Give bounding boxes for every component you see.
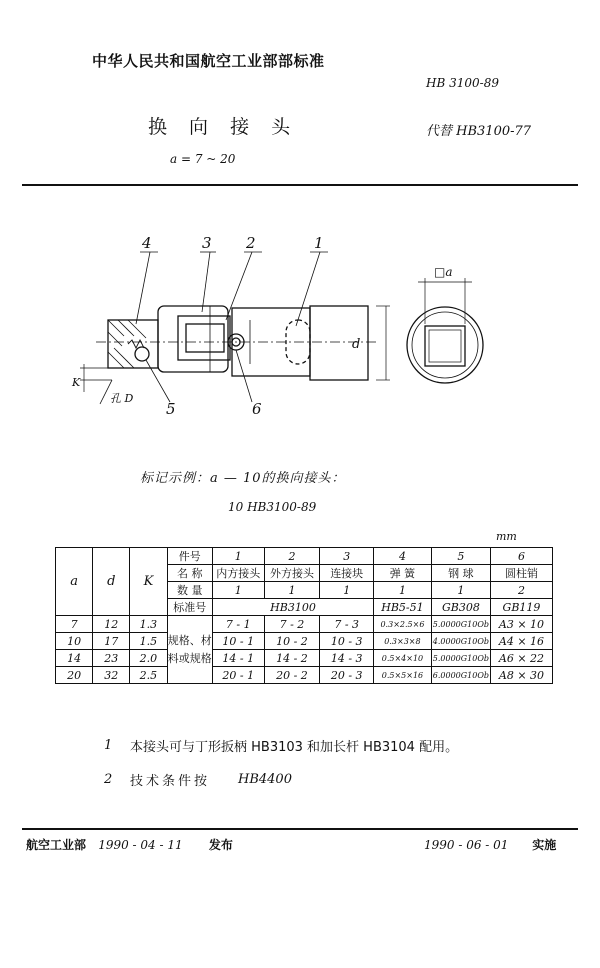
issuer: 航空工业部	[26, 838, 87, 852]
standard-number: HB 3100-89	[426, 76, 499, 90]
name-1: 内方接头	[212, 565, 264, 582]
row-label-part-no: 件号	[167, 548, 212, 565]
cell-c3: 20 - 3	[320, 667, 374, 684]
cell-c1: 20 - 1	[212, 667, 264, 684]
cell-c5: 4.0000G10Ob	[431, 633, 490, 650]
qty-1: 1	[212, 582, 264, 599]
cell-c2: 7 - 2	[264, 616, 320, 633]
hole-label: 孔 D	[110, 392, 134, 405]
cell-a: 10	[56, 633, 93, 650]
cell-c4: 0.5×4×10	[374, 650, 432, 667]
callout-4: 4	[142, 234, 152, 252]
cell-c6: A6 × 22	[490, 650, 552, 667]
cell-c3: 14 - 3	[320, 650, 374, 667]
part-no-6: 6	[490, 548, 552, 565]
col-header-a: a	[56, 548, 93, 616]
cell-c2: 14 - 2	[264, 650, 320, 667]
footer-issue	[26, 836, 233, 853]
cell-c1: 14 - 1	[212, 650, 264, 667]
header-divider	[22, 184, 578, 186]
name-5: 钢 球	[431, 565, 490, 582]
cell-c4: 0.3×2.5×6	[374, 616, 432, 633]
ball-shape	[135, 347, 149, 361]
standard-title: 中华人民共和国航空工业部部标准	[92, 52, 325, 70]
col-header-k: K	[130, 548, 167, 616]
cell-c1: 10 - 1	[212, 633, 264, 650]
dim-d-label: d	[352, 337, 361, 352]
note-1-text: 本接头可与丁形扳柄 HB3103 和加长杆 HB3104 配用。	[130, 740, 459, 755]
row-label-name: 名 称	[167, 565, 212, 582]
spec-table	[55, 547, 553, 684]
cell-c4: 0.5×5×16	[374, 667, 432, 684]
callout-6: 6	[252, 400, 262, 418]
footer-effective	[424, 836, 556, 853]
std-4: HB5-51	[374, 599, 432, 616]
cell-a: 7	[56, 616, 93, 633]
part-no-4: 4	[374, 548, 432, 565]
size-range: a = 7 ~ 20	[170, 152, 236, 166]
callout-5: 5	[166, 400, 176, 418]
cell-k: 2.5	[130, 667, 167, 684]
table-row	[56, 633, 553, 650]
cell-d: 32	[93, 667, 130, 684]
note-2-ref: HB4400	[238, 772, 292, 787]
name-4: 弹 簧	[374, 565, 432, 582]
issue-date: 1990 - 04 - 11	[98, 838, 183, 852]
std-5: GB308	[431, 599, 490, 616]
part-no-5: 5	[431, 548, 490, 565]
row-label-spec: 规格、材料或规格	[167, 616, 212, 684]
col-header-d: d	[93, 548, 130, 616]
table-row	[56, 667, 553, 684]
part-no-1: 1	[212, 548, 264, 565]
footer-divider	[22, 828, 578, 830]
table-row	[56, 616, 553, 633]
std-hb3100: HB3100	[212, 599, 373, 616]
cell-k: 1.5	[130, 633, 167, 650]
cell-k: 2.0	[130, 650, 167, 667]
cell-d: 12	[93, 616, 130, 633]
cell-c2: 20 - 2	[264, 667, 320, 684]
supersedes-note: 代替 HB3100-77	[426, 124, 532, 139]
doc-title: 换 向 接 头	[148, 116, 299, 138]
qty-4: 1	[374, 582, 432, 599]
cell-c6: A3 × 10	[490, 616, 552, 633]
part-no-3: 3	[320, 548, 374, 565]
cell-c5: 5.0000G10Ob	[431, 650, 490, 667]
designation-label: 标记示例：a — 10的换向接头：	[140, 471, 346, 486]
square-size-label: □a	[434, 265, 453, 279]
table-row	[56, 548, 553, 565]
drawing-figure	[0, 220, 600, 420]
name-2: 外方接头	[264, 565, 320, 582]
cell-c6: A4 × 16	[490, 633, 552, 650]
callout-2: 2	[246, 234, 256, 252]
cell-c2: 10 - 2	[264, 633, 320, 650]
cell-a: 14	[56, 650, 93, 667]
part-no-2: 2	[264, 548, 320, 565]
qty-6: 2	[490, 582, 552, 599]
callout-3: 3	[202, 234, 212, 252]
cell-c1: 7 - 1	[212, 616, 264, 633]
cell-a: 20	[56, 667, 93, 684]
designation-example: 10 HB3100-89	[228, 500, 317, 514]
note-2-number: 2	[104, 772, 113, 787]
std-6: GB119	[490, 599, 552, 616]
note-2-text: 技术条件按	[130, 774, 211, 789]
cell-c5: 6.0000G10Ob	[431, 667, 490, 684]
cell-c6: A8 × 30	[490, 667, 552, 684]
name-6: 圆柱销	[490, 565, 552, 582]
unit-label: mm	[496, 530, 517, 543]
end-view-circle	[407, 307, 483, 383]
effective-label: 实施	[532, 838, 557, 852]
cell-d: 17	[93, 633, 130, 650]
cell-c3: 7 - 3	[320, 616, 374, 633]
cell-d: 23	[93, 650, 130, 667]
callout-1: 1	[314, 234, 324, 252]
dim-k-label: K	[72, 376, 81, 389]
qty-3: 1	[320, 582, 374, 599]
row-label-std: 标准号	[167, 599, 212, 616]
table-row	[56, 650, 553, 667]
qty-5: 1	[431, 582, 490, 599]
cell-k: 1.3	[130, 616, 167, 633]
effective-date: 1990 - 06 - 01	[424, 838, 509, 852]
cell-c5: 5.0000G10Ob	[431, 616, 490, 633]
cell-c4: 0.3×3×8	[374, 633, 432, 650]
note-1-number: 1	[104, 738, 113, 753]
row-label-qty: 数 量	[167, 582, 212, 599]
cell-c3: 10 - 3	[320, 633, 374, 650]
name-3: 连接块	[320, 565, 374, 582]
issued-label: 发布	[208, 838, 233, 852]
qty-2: 1	[264, 582, 320, 599]
